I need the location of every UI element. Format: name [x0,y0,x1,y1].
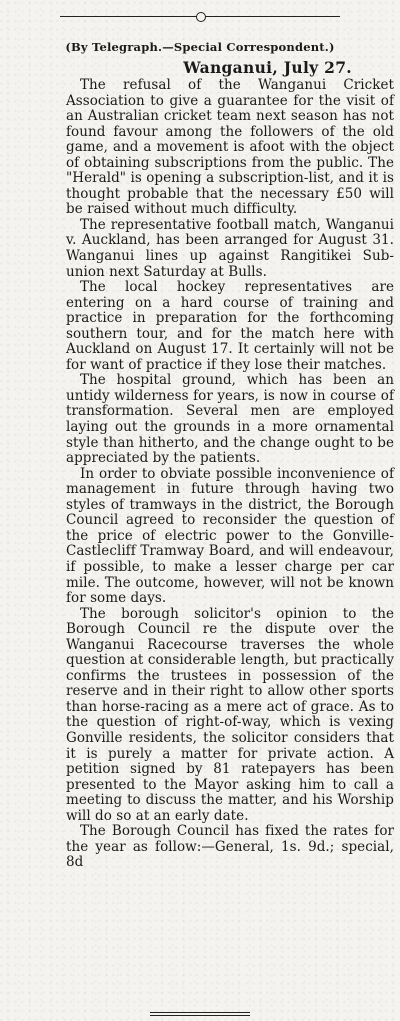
header-rule-ornament [196,12,206,22]
dateline: Wanganui, July 27. [183,58,352,77]
paragraph-football: The representative football match, Wanganui v. Auckland, has been arranged for August 31. Wanganui lines up against Rangitikei Sub-union next Saturday at Bulls. [66,216,394,280]
footer-rule [150,1012,250,1016]
paragraph-cricket: The refusal of the Wanganui Cricket Association to give a guarantee for the visit of an Australian cricket team next season has not found favour among the followers of the old game, and a movement is afoot with the object of obtaining subscriptions from the public. The "Herald" is opening a subscription-list, and it is thought probable that the necessary £50 will be raised without much difficulty. [66,77,394,218]
paragraph-hockey: The local hockey representatives are entering on a hard course of training and practice in preparation for the forthcoming southern tour, and for the match here with Auckland on August 17. It certainly will not be for want of practice if they lose their matches. [66,279,394,373]
byline: (By Telegraph.—Special Correspondent.) [65,40,335,54]
paragraph-tramways: In order to obviate possible inconvenience of management in future through having two styles of tramways in the district, the Borough Council agreed to reconsider the question of the price of electric power to the Gonville-Castlecliff Tramway Board, and will endeavour, if possible, to make a lesser charge per car mile. The outcome, however, will not be known for some days. [66,465,394,607]
paragraph-racecourse: The borough solicitor's opinion to the Borough Council re the dispute over the Wanganui Racecourse traverses the whole question at considerable length, but practically confirms the trustees in possession of the reserve and in their right to allow other sports than horse-racing as a mere act of grace. As to the question of right-of-way, which is vexing Gonville residents, the solicitor considers that it is purely a matter for private action. A petition signed by 81 ratepayers has been presented to the Mayor asking him to call a meeting to discuss the matter, and his Worship will do so at an early date. [66,605,394,824]
paragraph-rates: The Borough Council has fixed the rates for the year as follow:—General, 1s. 9d.; special, 8d [66,823,394,871]
paragraph-hospital-ground: The hospital ground, which has been an untidy wilderness for years, is now in course of transformation. Several men are employed laying out the grounds in a more ornamental style than hitherto, and the change ought to be appreciated by the patients. [66,372,394,467]
article-body [66,78,394,871]
